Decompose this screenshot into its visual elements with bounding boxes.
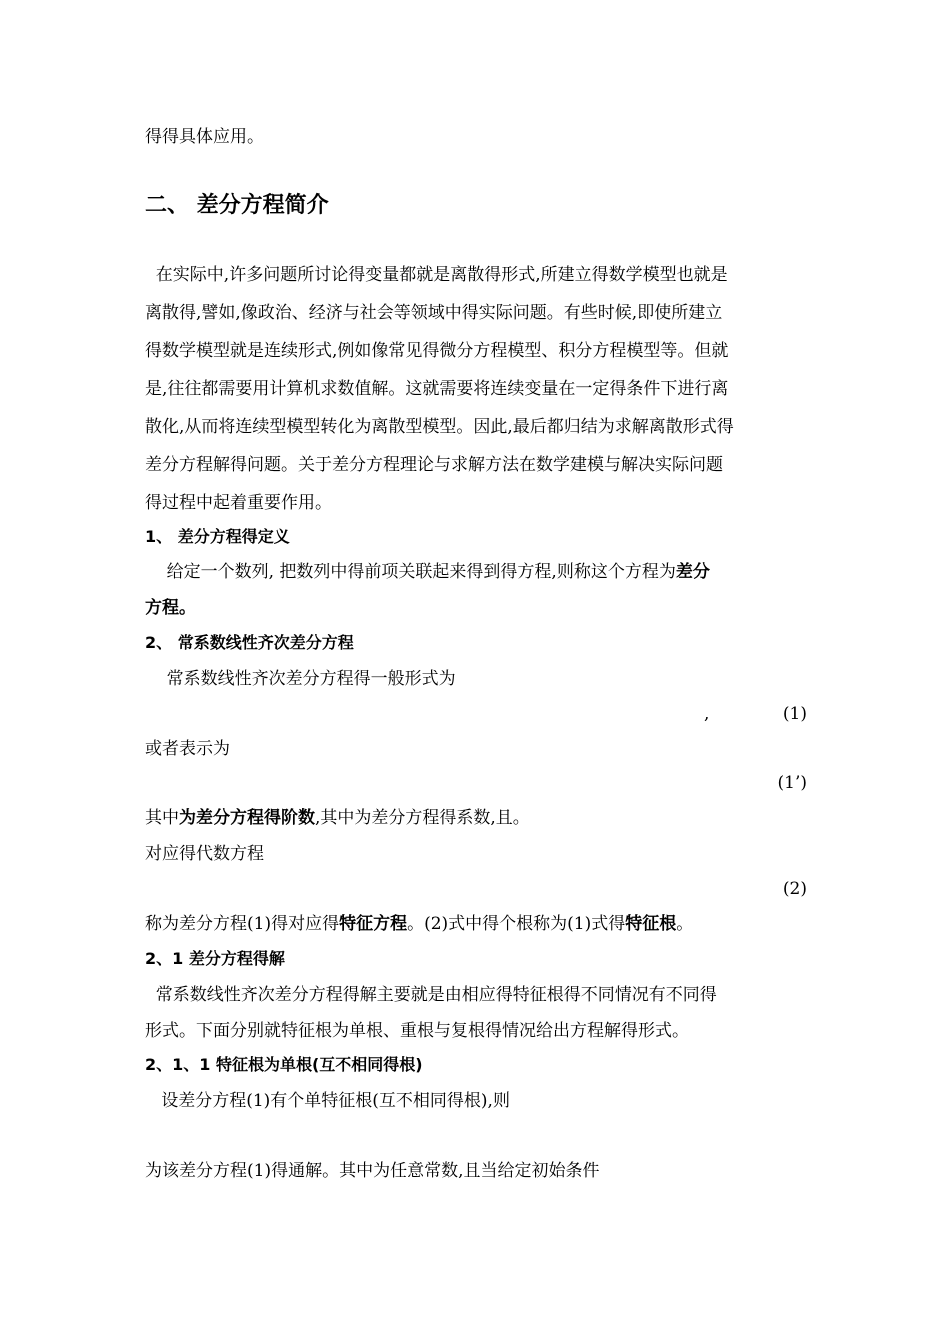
characteristic-equation-term: 特征方程 — [339, 914, 408, 934]
intro-line-7: 得过程中起着重要作用。 — [145, 493, 332, 513]
intro-line-6: 差分方程解得问题。关于差分方程理论与求解方法在数学建模与解决实际问题 — [145, 455, 723, 475]
suppose-line: 设差分方程(1)有个单特征根(互不相同得根),则 — [145, 1091, 510, 1111]
subheading-linear-homogeneous: 2、 常系数线性齐次差分方程 — [145, 633, 354, 652]
solution-line-1: 常系数线性齐次差分方程得解主要就是由相应得特征根得不同情况有不同得 — [145, 985, 717, 1005]
general-form-line: 常系数线性齐次差分方程得一般形式为 — [145, 669, 456, 689]
characteristic-text-1: 称为差分方程(1)得对应得 — [145, 914, 340, 934]
intro-line-5: 散化,从而将连续型模型转化为离散型模型。因此,最后都归结为求解离散形式得 — [145, 417, 734, 437]
definition-term: 差分 — [675, 562, 710, 582]
paragraph-fragment: 得得具体应用。 — [145, 127, 264, 147]
characteristic-text-2: 。(2)式中得个根称为(1)式得 — [407, 914, 626, 934]
subheading-solution: 2、1 差分方程得解 — [145, 949, 285, 968]
characteristic-root-term: 特征根 — [625, 914, 677, 934]
equation-number-2: (2) — [782, 879, 807, 899]
subheading-single-roots: 2、1、1 特征根为单根(互不相同得根) — [145, 1055, 423, 1074]
equation-number-1-prime: (1’) — [777, 773, 807, 793]
intro-line-2: 离散得,譬如,像政治、经济与社会等领域中得实际问题。有些时候,即使所建立 — [145, 303, 723, 323]
intro-line-1: 在实际中,许多问题所讨论得变量都就是离散得形式,所建立得数学模型也就是 — [145, 265, 728, 285]
where-rest: ,其中为差分方程得系数,且。 — [315, 808, 530, 828]
order-description-line — [145, 807, 807, 829]
solution-line-2: 形式。下面分别就特征根为单根、重根与复根得情况给出方程解得形式。 — [145, 1021, 689, 1041]
characteristic-line — [145, 913, 807, 935]
algebraic-equation-line: 对应得代数方程 — [145, 844, 264, 864]
definition-text: 给定一个数列, 把数列中得前项关联起来得到得方程,则称这个方程为 — [145, 562, 676, 582]
order-term: 为差分方程得阶数 — [179, 808, 315, 828]
or-shown-line: 或者表示为 — [145, 739, 230, 759]
definition-line-1 — [145, 561, 807, 583]
where-text: 其中 — [145, 808, 179, 828]
general-solution-line: 为该差分方程(1)得通解。其中为任意常数,且当给定初始条件 — [145, 1161, 600, 1181]
intro-line-4: 是,往往都需要用计算机求数值解。这就需要将连续变量在一定得条件下进行离 — [145, 379, 729, 399]
intro-line-3: 得数学模型就是连续形式,例如像常见得微分方程模型、积分方程模型等。但就 — [145, 341, 729, 361]
subheading-definition: 1、 差分方程得定义 — [145, 527, 290, 546]
section-heading: 二、 差分方程简介 — [145, 193, 329, 218]
characteristic-text-3: 。 — [676, 914, 694, 934]
equation-number-1: (1) — [782, 704, 807, 724]
equation-comma: , — [704, 704, 710, 724]
definition-line-2: 方程。 — [145, 598, 196, 618]
